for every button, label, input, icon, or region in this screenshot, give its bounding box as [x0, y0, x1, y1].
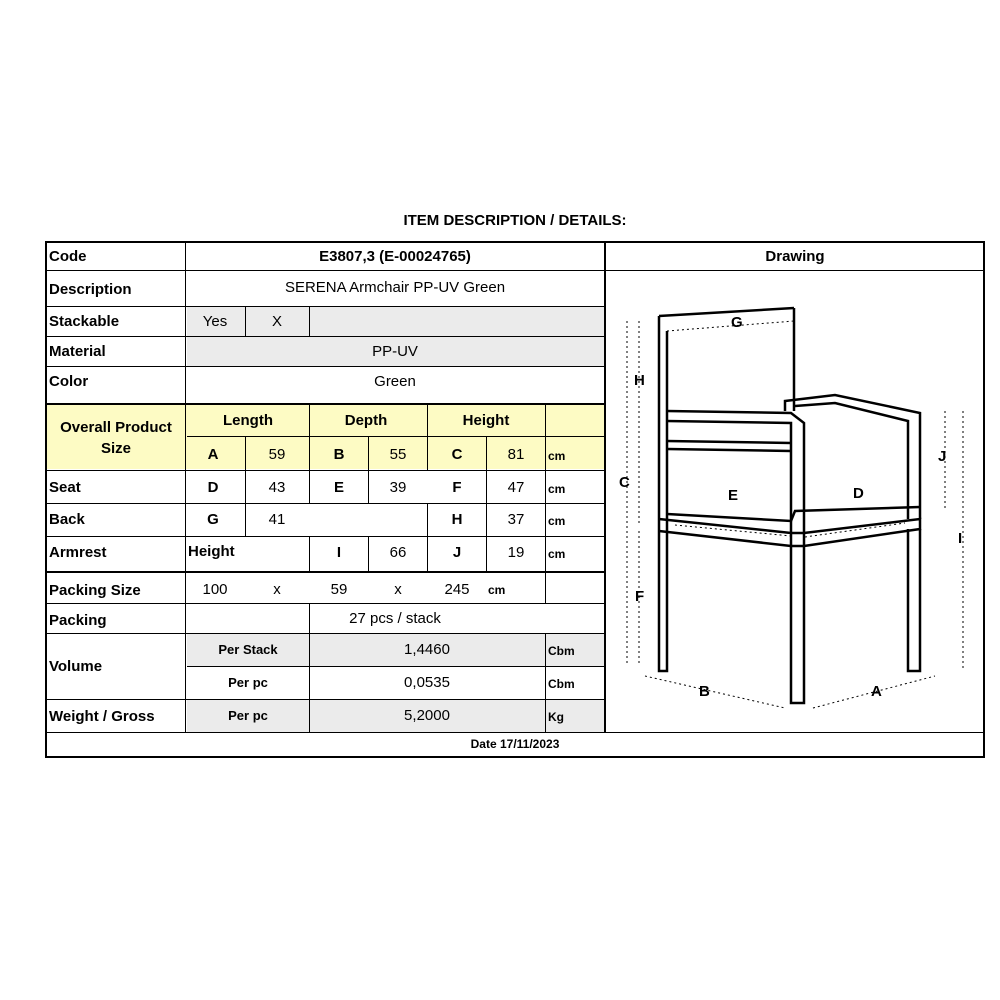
drawing-header: Drawing: [765, 248, 825, 265]
packing-x1: x: [273, 581, 281, 598]
dim-value-g: 41: [268, 511, 286, 528]
material-value: PP-UV: [372, 343, 418, 360]
packing-size-label: Packing Size: [49, 582, 141, 599]
cell-line: [309, 536, 310, 571]
cell-line: [245, 307, 246, 336]
dim-value-f: 47: [507, 479, 525, 496]
dim-value-j: 19: [507, 544, 525, 561]
cell-line: [427, 503, 428, 571]
spec-table: [45, 241, 985, 758]
left-arm-rail-inner: [667, 449, 791, 451]
dim-value-b: 55: [389, 446, 407, 463]
drawing-label-b: B: [699, 683, 710, 700]
dim-letter-c: C: [451, 446, 463, 463]
row-line: [45, 603, 605, 604]
row-line: [45, 336, 605, 337]
row-line: [45, 571, 605, 573]
volume-unit: Cbm: [548, 677, 575, 691]
cell-line: [368, 436, 369, 503]
dim-value-a: 59: [268, 446, 286, 463]
drawing-label-d: D: [853, 485, 864, 502]
packing-label: Packing: [49, 612, 107, 629]
volume-per-pc: 0,0535: [404, 674, 450, 691]
dim-value-d: 43: [268, 479, 286, 496]
row-line: [45, 633, 605, 634]
cell-line: [309, 404, 310, 503]
row-line: [45, 470, 605, 471]
armrest-height-label: Height: [188, 543, 235, 560]
volume-label: Volume: [49, 658, 103, 675]
packing-length: 100: [202, 581, 228, 598]
row-line: [187, 666, 605, 667]
packing-height: 245: [444, 581, 470, 598]
volume-unit: Cbm: [548, 644, 575, 658]
row-line: [45, 503, 605, 504]
height-header: Height: [462, 412, 510, 429]
per-stack-label: Per Stack: [218, 642, 278, 657]
backrest-top: [659, 308, 794, 316]
row-line: [45, 732, 985, 733]
cell-line: [368, 536, 369, 571]
weight-unit: Kg: [548, 710, 564, 724]
color-value: Green: [374, 373, 416, 390]
row-line: [187, 436, 605, 437]
dim-letter-b: B: [333, 446, 345, 463]
color-label: Color: [49, 373, 89, 390]
cell-line: [545, 633, 546, 732]
seat-frame: [659, 519, 920, 546]
stackable-mark: X: [271, 313, 283, 330]
code-label: Code: [49, 248, 87, 265]
material-label: Material: [49, 343, 106, 360]
dim-letter-g: G: [207, 511, 219, 528]
weight-value: 5,2000: [404, 707, 450, 724]
drawing-label-j: J: [938, 448, 947, 465]
seat-label: Seat: [49, 479, 81, 496]
unit-cm: cm: [548, 449, 566, 463]
cell-line: [486, 436, 487, 571]
back-label: Back: [49, 511, 85, 528]
drawing-label-i: I: [958, 530, 963, 547]
right-armrest-inner: [795, 403, 908, 519]
dim-value-e: 39: [389, 479, 407, 496]
drawing-label-a: A: [871, 683, 882, 700]
length-header: Length: [223, 412, 273, 429]
overall-size-label: Overall Product Size: [60, 419, 172, 457]
drawing-label-e: E: [728, 487, 739, 504]
dim-letter-i: I: [336, 544, 342, 561]
cell-line: [545, 572, 546, 603]
armrest-label: Armrest: [49, 544, 107, 561]
stackable-label: Stackable: [49, 313, 120, 330]
description-label: Description: [49, 281, 132, 298]
description-value: SERENA Armchair PP-UV Green: [284, 279, 506, 296]
cell-line: [545, 404, 546, 571]
per-pc-label: Per pc: [228, 675, 268, 690]
left-arm-rail: [667, 441, 791, 443]
rear-right-leg: [908, 529, 920, 671]
dim-letter-f: F: [452, 479, 462, 496]
dim-value-h: 37: [507, 511, 525, 528]
packing-x2: x: [394, 581, 402, 598]
dim-b-line: [645, 676, 785, 708]
row-line: [45, 306, 605, 307]
cell-line: [245, 436, 246, 536]
weight-label: Weight / Gross: [49, 708, 155, 725]
unit-cm: cm: [548, 547, 566, 561]
dim-letter-h: H: [451, 511, 463, 528]
dim-value-i: 66: [389, 544, 407, 561]
chair-drawing: [605, 271, 985, 732]
front-left-leg: [791, 533, 804, 703]
dim-letter-a: A: [207, 446, 219, 463]
packing-unit: cm: [488, 583, 506, 597]
cell-line: [427, 404, 428, 471]
code-value: E3807,3 (E-00024765): [319, 248, 471, 265]
stackable-value: Yes: [202, 313, 228, 330]
row-line: [45, 366, 605, 367]
drawing-label-c: C: [619, 474, 630, 491]
weight-per-pc-label: Per pc: [228, 708, 268, 723]
dim-letter-d: D: [207, 479, 219, 496]
seat-back-edge: [667, 507, 920, 521]
drawing-label-f: F: [635, 588, 645, 605]
row-line: [45, 403, 605, 405]
date-footer: Date 17/11/2023: [470, 737, 560, 751]
volume-per-stack: 1,4460: [404, 641, 450, 658]
dim-value-c: 81: [507, 446, 525, 463]
unit-cm: cm: [548, 482, 566, 496]
cell-line: [309, 603, 310, 732]
dim-letter-j: J: [452, 544, 462, 561]
drawing-label-g: G: [731, 314, 743, 331]
packing-width: 59: [330, 581, 348, 598]
row-line: [45, 699, 605, 700]
col-divider: [185, 241, 186, 732]
dim-letter-e: E: [333, 479, 345, 496]
drawing-label-h: H: [634, 372, 645, 389]
cell-line: [309, 307, 310, 336]
page-title: ITEM DESCRIPTION / DETAILS:: [403, 212, 627, 229]
unit-cm: cm: [548, 514, 566, 528]
packing-value: 27 pcs / stack: [349, 610, 441, 627]
rear-left-leg: [659, 519, 667, 671]
depth-header: Depth: [344, 412, 388, 429]
row-line: [45, 536, 605, 537]
